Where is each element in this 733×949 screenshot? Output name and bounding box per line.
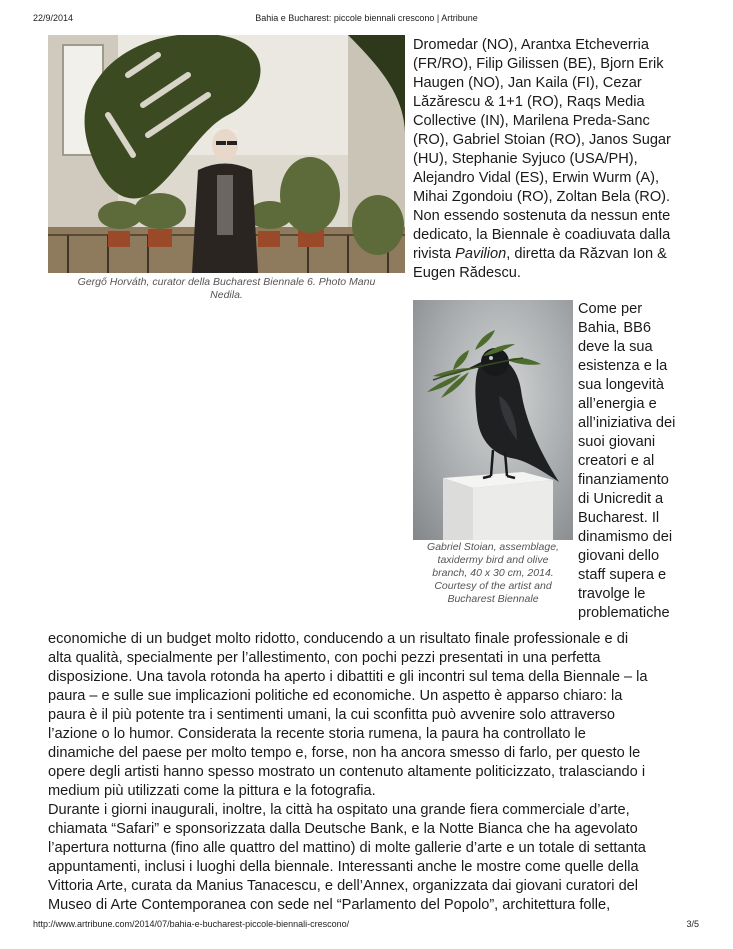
text-line: economiche di un budget molto ridotto, conducendo a un risultato finale professionale e di xyxy=(48,631,629,647)
text-line: Come per xyxy=(578,301,643,317)
text-line: Non essendo sostenuta da nessun ente xyxy=(413,208,671,224)
text-line: Alejandro Vidal (ES), Erwin Wurm (A), xyxy=(413,170,660,186)
text-line: (HU), Stephanie Syjuco (USA/PH), xyxy=(413,151,638,167)
caption-line: Gergő Horváth, curator della Bucharest Biennale 6. Photo Manu xyxy=(77,276,376,288)
text-line: dinamiche del paese per molto tempo e, forse, non ha ancora smesso di farlo, per questo le xyxy=(48,745,641,761)
artwork-photo-caption xyxy=(413,541,573,606)
text-line: all’iniziativa dei xyxy=(578,415,676,431)
text-line: Bahia, BB6 xyxy=(578,320,652,336)
text-line: alta qualità, specialmente per l’allestimento, con pochi pezzi presentati in una perfetta xyxy=(48,650,601,666)
funding-paragraph xyxy=(578,300,698,623)
caption-line: Gabriel Stoian, assemblage, xyxy=(427,541,559,553)
text-line: Dromedar (NO), Arantxa Etcheverria xyxy=(413,37,650,53)
artwork-photo xyxy=(413,300,573,540)
text-line: l’apertura notturna (fino alle quattro del mattino) di molte gallerie d’arte e un totale di settanta xyxy=(48,840,646,856)
text-fragment: rivista xyxy=(413,246,456,262)
text-line: esistenza e la xyxy=(578,358,668,374)
text-line: Eugen Rădescu. xyxy=(413,265,521,281)
article-body xyxy=(48,630,698,915)
text-line: Bucharest. Il xyxy=(578,510,660,526)
text-line: dinamismo dei xyxy=(578,529,673,545)
text-line: chiamata “Safari” e sponsorizzata dalla Deutsche Bank, e la Notte Bianca che ha agevolato xyxy=(48,821,638,837)
page-number: 3/5 xyxy=(686,919,699,929)
text-line: travolge le xyxy=(578,586,646,602)
text-line: appuntamenti, inclusi i luoghi della biennale. Interessanti anche le mostre come quelle della xyxy=(48,859,639,875)
text-line: medium più utilizzati come la pittura e la fotografia. xyxy=(48,783,376,799)
text-line: Durante i giorni inaugurali, inoltre, la città ha ospitato una grande fiera commerciale d’arte, xyxy=(48,802,630,818)
text-line: paura è il più potente tra i sentimenti umani, la cui sconfitta può avvenire solo attraverso xyxy=(48,707,616,723)
text-line: opere degli artisti hanno spesso mostrato un contenuto altamente politicizzato, tralasciando i xyxy=(48,764,646,780)
text-line: (FR/RO), Filip Gilissen (BE), Bjorn Erik xyxy=(413,56,664,72)
pavilion-line xyxy=(413,245,693,264)
text-line: disposizione. Una tavola rotonda ha aperto i dibattiti e gli incontri sul tema della Biennale – la xyxy=(48,669,648,685)
curator-photo-illustration xyxy=(48,35,405,273)
text-line: Lăzărescu & 1+1 (RO), Raqs Media xyxy=(413,94,645,110)
caption-line: Nedila. xyxy=(210,289,243,301)
text-line: creatori e al xyxy=(578,453,655,469)
text-line: finanziamento xyxy=(578,472,669,488)
caption-line: taxidermy bird and olive xyxy=(437,554,549,566)
text-line: (RO), Gabriel Stoian (RO), Janos Sugar xyxy=(413,132,671,148)
artist-list-paragraph xyxy=(413,36,693,283)
text-line: suoi giovani xyxy=(578,434,656,450)
text-line: all’energia e xyxy=(578,396,657,412)
caption-line: Courtesy of the artist and xyxy=(434,580,552,592)
caption-line: branch, 40 x 30 cm, 2014. xyxy=(432,567,554,579)
caption-line: Bucharest Biennale xyxy=(447,593,539,605)
curator-photo xyxy=(48,35,405,273)
text-line: problematiche xyxy=(578,605,670,621)
text-line: dedicato, la Biennale è coadiuvata dalla xyxy=(413,227,671,243)
text-line: Haugen (NO), Jan Kaila (FI), Cezar xyxy=(413,75,642,91)
text-line: giovani dello xyxy=(578,548,660,564)
text-line: Museo di Arte Contemporanea con sede nel “Parlamento del Popolo”, architettura folle, xyxy=(48,897,611,913)
text-line: Collective (IN), Marilena Preda-Sanc xyxy=(413,113,650,129)
text-line: staff supera e xyxy=(578,567,667,583)
page-title: Bahia e Bucharest: piccole biennali crescono | Artribune xyxy=(255,13,478,23)
curator-photo-caption xyxy=(48,276,405,302)
text-line: l’azione o lo humor. Considerata la recente storia rumena, la paura ha controllato le xyxy=(48,726,586,742)
text-line: paura – e sulle sue implicazioni politiche ed economiche. Un aspetto è apparso chiaro: la xyxy=(48,688,623,704)
text-fragment: , diretta da Răzvan Ion & xyxy=(506,246,667,262)
text-line: di Unicredit a xyxy=(578,491,664,507)
text-line: Vittoria Arte, curata da Manius Tanacescu, e dell’Annex, organizzata dai giovani curatori del xyxy=(48,878,639,894)
text-line: Mihai Zgondoiu (RO), Zoltan Bela (RO). xyxy=(413,189,671,205)
pavilion-magazine-title: Pavilion xyxy=(455,246,507,262)
text-line: sua longevità xyxy=(578,377,665,393)
print-date: 22/9/2014 xyxy=(33,13,74,23)
text-line: deve la sua xyxy=(578,339,653,355)
page-url: http://www.artribune.com/2014/07/bahia-e-bucharest-piccole-biennali-crescono/ xyxy=(33,919,350,929)
artwork-photo-illustration xyxy=(413,300,573,540)
